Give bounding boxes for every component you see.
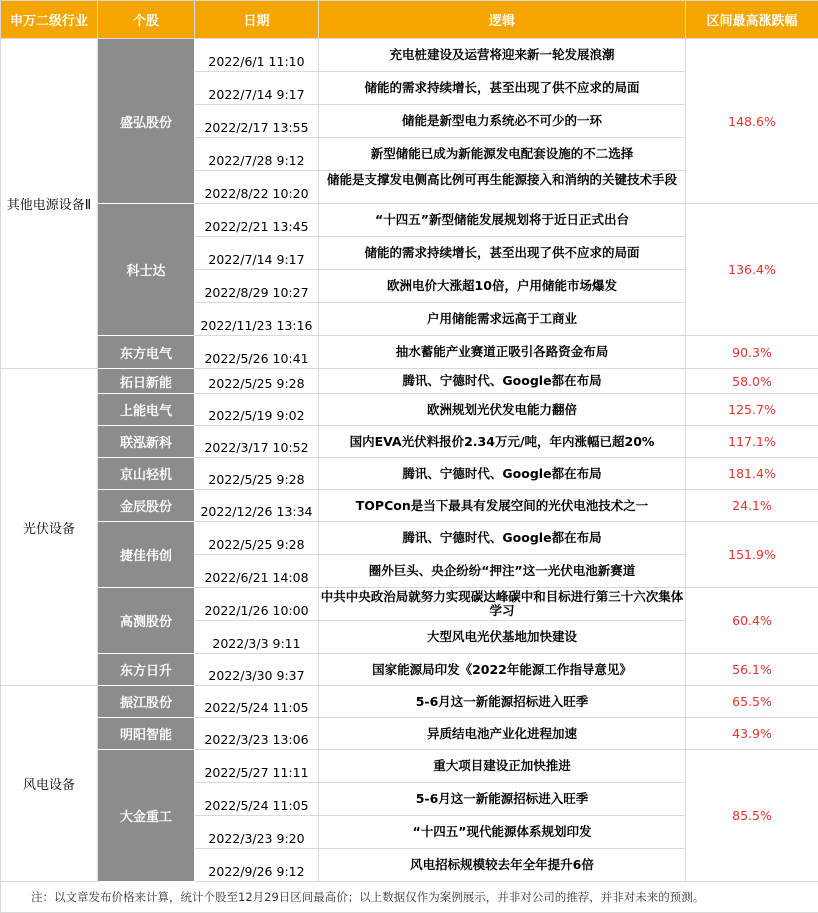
date-cell: 2022/5/24 11:05 xyxy=(195,686,319,718)
rise-cell: 117.1% xyxy=(686,426,818,458)
stock-cell: 京山轻机 xyxy=(98,458,195,490)
table-row xyxy=(1,39,818,72)
stock-cell: 东方日升 xyxy=(98,654,195,686)
stock-cell: 东方电气 xyxy=(98,336,195,369)
date-cell: 2022/5/26 10:41 xyxy=(195,336,319,369)
footnote: 注：以文章发布价格来计算，统计个股至12月29日区间最高价；以上数据仅作为案例展示，并非对公司的推荐，并非对未来的预测。 xyxy=(1,882,818,913)
header-logic: 逻辑 xyxy=(319,1,686,39)
stock-cell: 金辰股份 xyxy=(98,490,195,522)
logic-text: 储能是支撑发电侧高比例可再生能源接入和消纳的关键技术手段 xyxy=(319,173,685,201)
rise-cell: 181.4% xyxy=(686,458,818,490)
date-cell: 2022/6/1 11:10 xyxy=(195,39,319,72)
rise-cell: 56.1% xyxy=(686,654,818,686)
logic-cell xyxy=(319,588,686,621)
stock-cell: 拓日新能 xyxy=(98,369,195,394)
date-cell: 2022/5/25 9:28 xyxy=(195,369,319,394)
table-row xyxy=(1,588,818,621)
date-cell: 2022/5/27 11:11 xyxy=(195,750,319,783)
rise-cell: 125.7% xyxy=(686,394,818,426)
table-row xyxy=(1,718,818,750)
rise-cell: 65.5% xyxy=(686,686,818,718)
date-cell: 2022/7/14 9:17 xyxy=(195,72,319,105)
logic-cell: 国内EVA光伏料报价2.34万元/吨，年内涨幅已超20% xyxy=(319,426,686,458)
table-row xyxy=(1,686,818,718)
logic-cell: 抽水蓄能产业赛道正吸引各路资金布局 xyxy=(319,336,686,369)
logic-cell: 户用储能需求远高于工商业 xyxy=(319,303,686,336)
date-cell: 2022/9/26 9:12 xyxy=(195,849,319,882)
logic-cell: TOPCon是当下最具有发展空间的光伏电池技术之一 xyxy=(319,490,686,522)
logic-cell: 储能的需求持续增长，甚至出现了供不应求的局面 xyxy=(319,237,686,270)
rise-cell: 43.9% xyxy=(686,718,818,750)
logic-cell: 新型储能已成为新能源发电配套设施的不二选择 xyxy=(319,138,686,171)
rise-cell: 85.5% xyxy=(686,750,818,882)
logic-cell: 腾讯、宁德时代、Google都在布局 xyxy=(319,522,686,555)
header-industry: 申万二级行业 xyxy=(1,1,98,39)
rise-cell: 60.4% xyxy=(686,588,818,654)
stock-cell: 大金重工 xyxy=(98,750,195,882)
logic-cell: 欧洲电价大涨超10倍，户用储能市场爆发 xyxy=(319,270,686,303)
logic-cell: 腾讯、宁德时代、Google都在布局 xyxy=(319,458,686,490)
header-rise: 区间最高涨跌幅 xyxy=(686,1,818,39)
date-cell: 2022/2/21 13:45 xyxy=(195,204,319,237)
header-stock: 个股 xyxy=(98,1,195,39)
stock-cell: 捷佳伟创 xyxy=(98,522,195,588)
date-cell: 2022/7/14 9:17 xyxy=(195,237,319,270)
table-row xyxy=(1,204,818,237)
date-cell: 2022/1/26 10:00 xyxy=(195,588,319,621)
table-row xyxy=(1,394,818,426)
rise-cell: 151.9% xyxy=(686,522,818,588)
date-cell: 2022/3/17 10:52 xyxy=(195,426,319,458)
date-cell: 2022/2/17 13:55 xyxy=(195,105,319,138)
logic-cell: 圈外巨头、央企纷纷“押注”这一光伏电池新赛道 xyxy=(319,555,686,588)
logic-cell: 国家能源局印发《2022年能源工作指导意见》 xyxy=(319,654,686,686)
table-row xyxy=(1,522,818,555)
logic-text: 中共中央政治局就努力实现碳达峰碳中和目标进行第三十六次集体学习 xyxy=(319,590,685,618)
date-cell: 2022/3/3 9:11 xyxy=(195,621,319,654)
stock-cell: 联泓新科 xyxy=(98,426,195,458)
date-cell: 2022/8/29 10:27 xyxy=(195,270,319,303)
rise-cell: 136.4% xyxy=(686,204,818,336)
stock-cell: 明阳智能 xyxy=(98,718,195,750)
logic-cell: 欧洲规划光伏发电能力翻倍 xyxy=(319,394,686,426)
stock-cell: 振江股份 xyxy=(98,686,195,718)
date-cell: 2022/8/22 10:20 xyxy=(195,171,319,204)
industry-cell: 其他电源设备Ⅱ xyxy=(1,39,98,369)
rise-cell: 58.0% xyxy=(686,369,818,394)
date-cell: 2022/3/23 9:20 xyxy=(195,816,319,849)
logic-cell: 储能是新型电力系统必不可少的一环 xyxy=(319,105,686,138)
table-row xyxy=(1,426,818,458)
logic-cell: 腾讯、宁德时代、Google都在布局 xyxy=(319,369,686,394)
table-row xyxy=(1,458,818,490)
logic-cell: 5-6月这一新能源招标进入旺季 xyxy=(319,783,686,816)
stock-cell: 科士达 xyxy=(98,204,195,336)
rise-cell: 148.6% xyxy=(686,39,818,204)
date-cell: 2022/11/23 13:16 xyxy=(195,303,319,336)
logic-cell: “十四五”现代能源体系规划印发 xyxy=(319,816,686,849)
note-row xyxy=(1,882,818,913)
date-cell: 2022/7/28 9:12 xyxy=(195,138,319,171)
rise-cell: 90.3% xyxy=(686,336,818,369)
table-row xyxy=(1,369,818,394)
logic-cell: 5-6月这一新能源招标进入旺季 xyxy=(319,686,686,718)
date-cell: 2022/5/25 9:28 xyxy=(195,522,319,555)
logic-cell xyxy=(319,171,686,204)
industry-cell: 风电设备 xyxy=(1,686,98,882)
logic-cell: 储能的需求持续增长，甚至出现了供不应求的局面 xyxy=(319,72,686,105)
date-cell: 2022/6/21 14:08 xyxy=(195,555,319,588)
logic-cell: 异质结电池产业化进程加速 xyxy=(319,718,686,750)
logic-cell: 大型风电光伏基地加快建设 xyxy=(319,621,686,654)
date-cell: 2022/5/24 11:05 xyxy=(195,783,319,816)
date-cell: 2022/3/23 13:06 xyxy=(195,718,319,750)
header-date: 日期 xyxy=(195,1,319,39)
date-cell: 2022/5/25 9:28 xyxy=(195,458,319,490)
date-cell: 2022/12/26 13:34 xyxy=(195,490,319,522)
logic-cell: “十四五”新型储能发展规划将于近日正式出台 xyxy=(319,204,686,237)
table-header-row xyxy=(1,1,818,39)
stock-cell: 上能电气 xyxy=(98,394,195,426)
rise-cell: 24.1% xyxy=(686,490,818,522)
stock-cell: 盛弘股份 xyxy=(98,39,195,204)
logic-cell: 风电招标规模较去年全年提升6倍 xyxy=(319,849,686,882)
date-cell: 2022/5/19 9:02 xyxy=(195,394,319,426)
table-row xyxy=(1,750,818,783)
date-cell: 2022/3/30 9:37 xyxy=(195,654,319,686)
table-row xyxy=(1,336,818,369)
logic-cell: 重大项目建设正加快推进 xyxy=(319,750,686,783)
table-row xyxy=(1,654,818,686)
industry-cell: 光伏设备 xyxy=(1,369,98,686)
stock-cell: 高测股份 xyxy=(98,588,195,654)
table-row xyxy=(1,490,818,522)
logic-cell: 充电桩建设及运营将迎来新一轮发展浪潮 xyxy=(319,39,686,72)
